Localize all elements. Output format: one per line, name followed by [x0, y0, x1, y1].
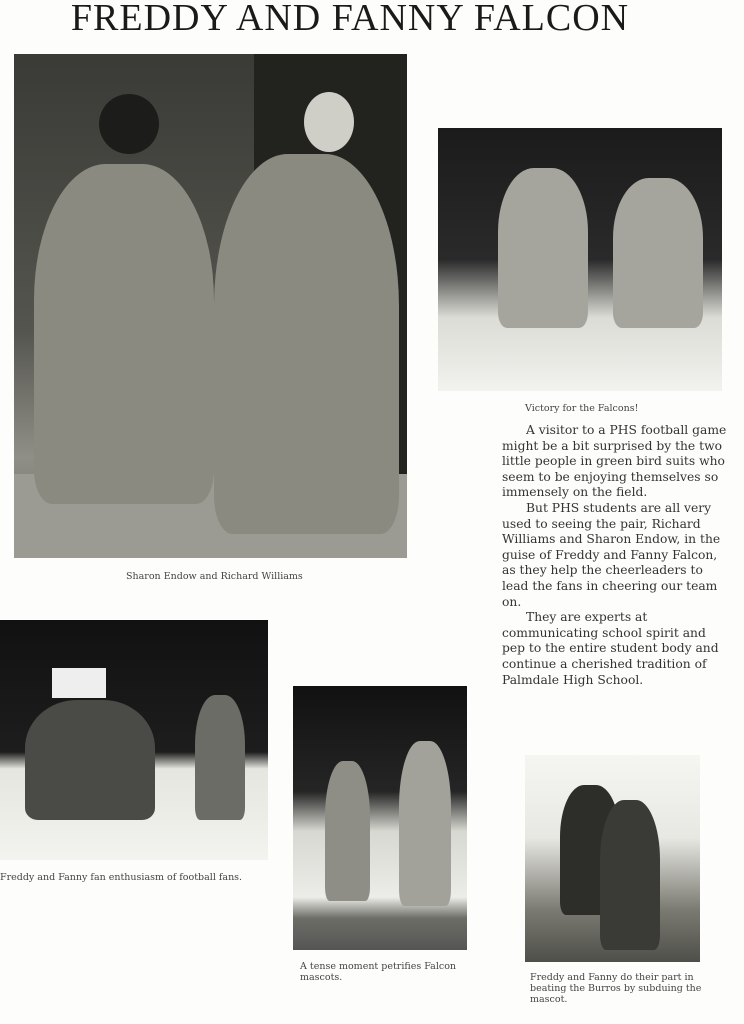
photo-sharon-and-richard	[14, 54, 407, 558]
article-text	[502, 423, 730, 688]
photo-tense-moment	[293, 686, 467, 950]
page-title: FREDDY AND FANNY FALCON	[70, 0, 630, 39]
photo-caption: A tense moment petrifies Falcon mascots.	[300, 961, 457, 983]
photo-victory	[438, 128, 722, 391]
photo-subduing-mascot	[525, 755, 700, 962]
photo-caption: Victory for the Falcons!	[525, 403, 639, 414]
photo-caption: Freddy and Fanny fan enthusiasm of football fans.	[0, 872, 243, 883]
article-paragraph: They are experts at communicating school spirit and pep to the entire student body and continue a cherished tradition of Palmdale High School.	[502, 610, 719, 687]
photo-donkey-ride	[0, 620, 268, 860]
article-paragraph: A visitor to a PHS football game might be a bit surprised by the two little people in green bird suits who seem to be enjoying themselves so immensely on the field.	[502, 423, 727, 500]
photo-caption: Sharon Endow and Richard Williams	[126, 571, 303, 582]
photo-caption: Freddy and Fanny do their part in beating the Burros by subduing the mascot.	[530, 972, 702, 1005]
article-paragraph: But PHS students are all very used to seeing the pair, Richard Williams and Sharon Endow, in the guise of Freddy and Fanny Falcon, as they help the cheerleaders to lead the fans in cheering our team on.	[502, 500, 721, 609]
